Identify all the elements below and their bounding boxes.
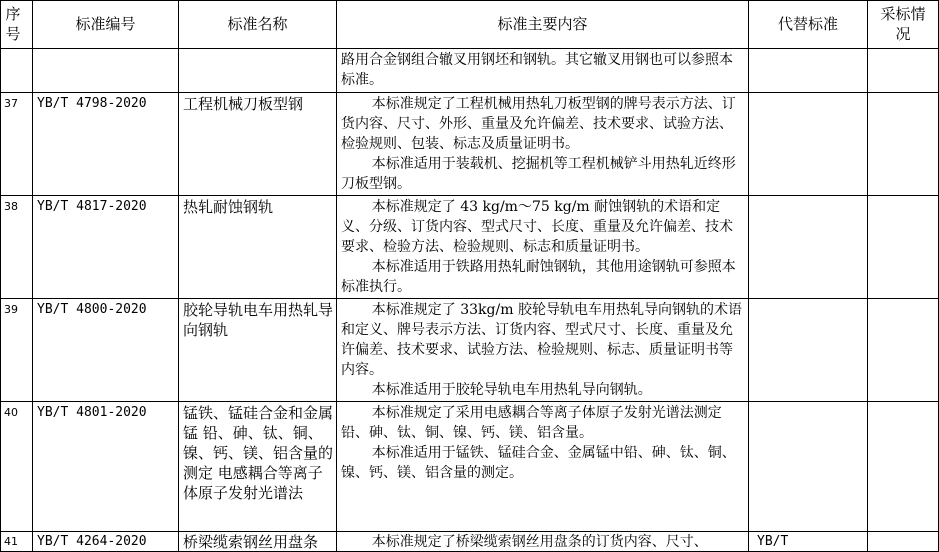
row-adoption (868, 403, 938, 530)
row-code: YB/T 4264-2020 (37, 534, 147, 549)
content-paragraph: 本标准适用于铁路用热轧耐蚀钢轨，其他用途钢轨可参照本标准执行。 (341, 259, 736, 295)
row-code: YB/T 4798-2020 (37, 96, 147, 111)
row-code: YB/T 4800-2020 (37, 302, 147, 317)
row-seq: 39 (4, 303, 18, 316)
row-replaces: YB/T (757, 534, 789, 549)
header-replaces: 代替标准 (777, 15, 838, 33)
row-content (337, 403, 748, 530)
row-rule (0, 92, 939, 93)
row-name: 锰铁、锰硅合金和金属锰 铅、砷、钛、铜、镍、钙、镁、铝含量的测定 电感耦合等离子体原子发射光谱法 (183, 404, 334, 502)
row-replaces (749, 197, 867, 297)
row-rule (0, 195, 939, 196)
content-paragraph: 本标准规定了 43 kg/m～75 kg/m 耐蚀钢轨的术语和定义、分级、订货内容、型式尺寸、长度、重量及允许偏差、技术要求、检验方法、检验规则、标志和质量证明书。 (341, 199, 733, 255)
content-paragraph: 本标准规定了工程机械用热轧刀板型钢的牌号表示方法、订货内容、尺寸、外形、重量及允许偏差、技术要求、试验方法、检验规则、包装、标志及质量证明书。 (341, 96, 736, 152)
row-content (337, 94, 748, 194)
content-paragraph: 本标准规定了桥梁缆索钢丝用盘条的订货内容、尺寸、 (371, 534, 708, 550)
row-content (337, 532, 748, 551)
row-seq: 38 (4, 200, 18, 213)
row-replaces (749, 94, 867, 194)
header-adoption: 采标情况 (880, 5, 926, 43)
row-name: 工程机械刀板型钢 (183, 95, 304, 113)
row-adoption (868, 532, 938, 551)
row-name: 热轧耐蚀钢轨 (183, 198, 274, 216)
header-code: 标准编号 (75, 15, 136, 33)
row-adoption (868, 197, 938, 297)
row-adoption (868, 94, 938, 194)
row-code: YB/T 4801-2020 (37, 405, 147, 420)
row-content (337, 197, 748, 297)
header-bottom-rule (0, 48, 939, 49)
row-code: YB/T 4817-2020 (37, 199, 147, 214)
row-rule (0, 401, 939, 402)
header-content: 标准主要内容 (497, 15, 588, 33)
row-seq: 41 (4, 535, 18, 548)
row-rule (0, 298, 939, 299)
row-adoption (868, 300, 938, 400)
row-content (337, 300, 748, 400)
row-name: 桥梁缆索钢丝用盘条 (183, 533, 319, 551)
content-paragraph: 本标准规定了采用电感耦合等离子体原子发射光谱法测定铅、砷、钛、铜、镍、钙、镁、铝含量。 (341, 405, 722, 441)
table-border-top (0, 0, 939, 1)
row-replaces (749, 300, 867, 400)
content-paragraph: 本标准适用于锰铁、锰硅合金、金属锰中铅、砷、钛、铜、镍、钙、镁、铝含量的测定。 (341, 445, 736, 481)
content-paragraph: 本标准规定了 33kg/m 胶轮导轨电车用热轧导向钢轨的术语和定义、牌号表示方法、订货内容、型式尺寸、长度、重量及允许偏差、技术要求、试验方法、检验规则、标志、质量证明书等内容。 (341, 302, 742, 378)
row-seq: 40 (4, 406, 18, 419)
header-name: 标准名称 (227, 15, 288, 33)
content-paragraph: 本标准适用于胶轮导轨电车用热轧导向钢轨。 (371, 382, 652, 398)
content-paragraph: 本标准适用于装载机、挖掘机等工程机械铲斗用热轧近终形刀板型钢。 (341, 156, 736, 192)
row-name: 胶轮导轨电车用热轧导向钢轨 (183, 301, 334, 339)
header-seq: 序号 (5, 5, 21, 43)
continued-content: 路用合金钢组合辙叉用钢坯和钢轨。其它辙叉用钢也可以参照本标准。 (341, 52, 733, 88)
row-replaces (749, 403, 867, 530)
row-seq: 37 (4, 97, 18, 110)
